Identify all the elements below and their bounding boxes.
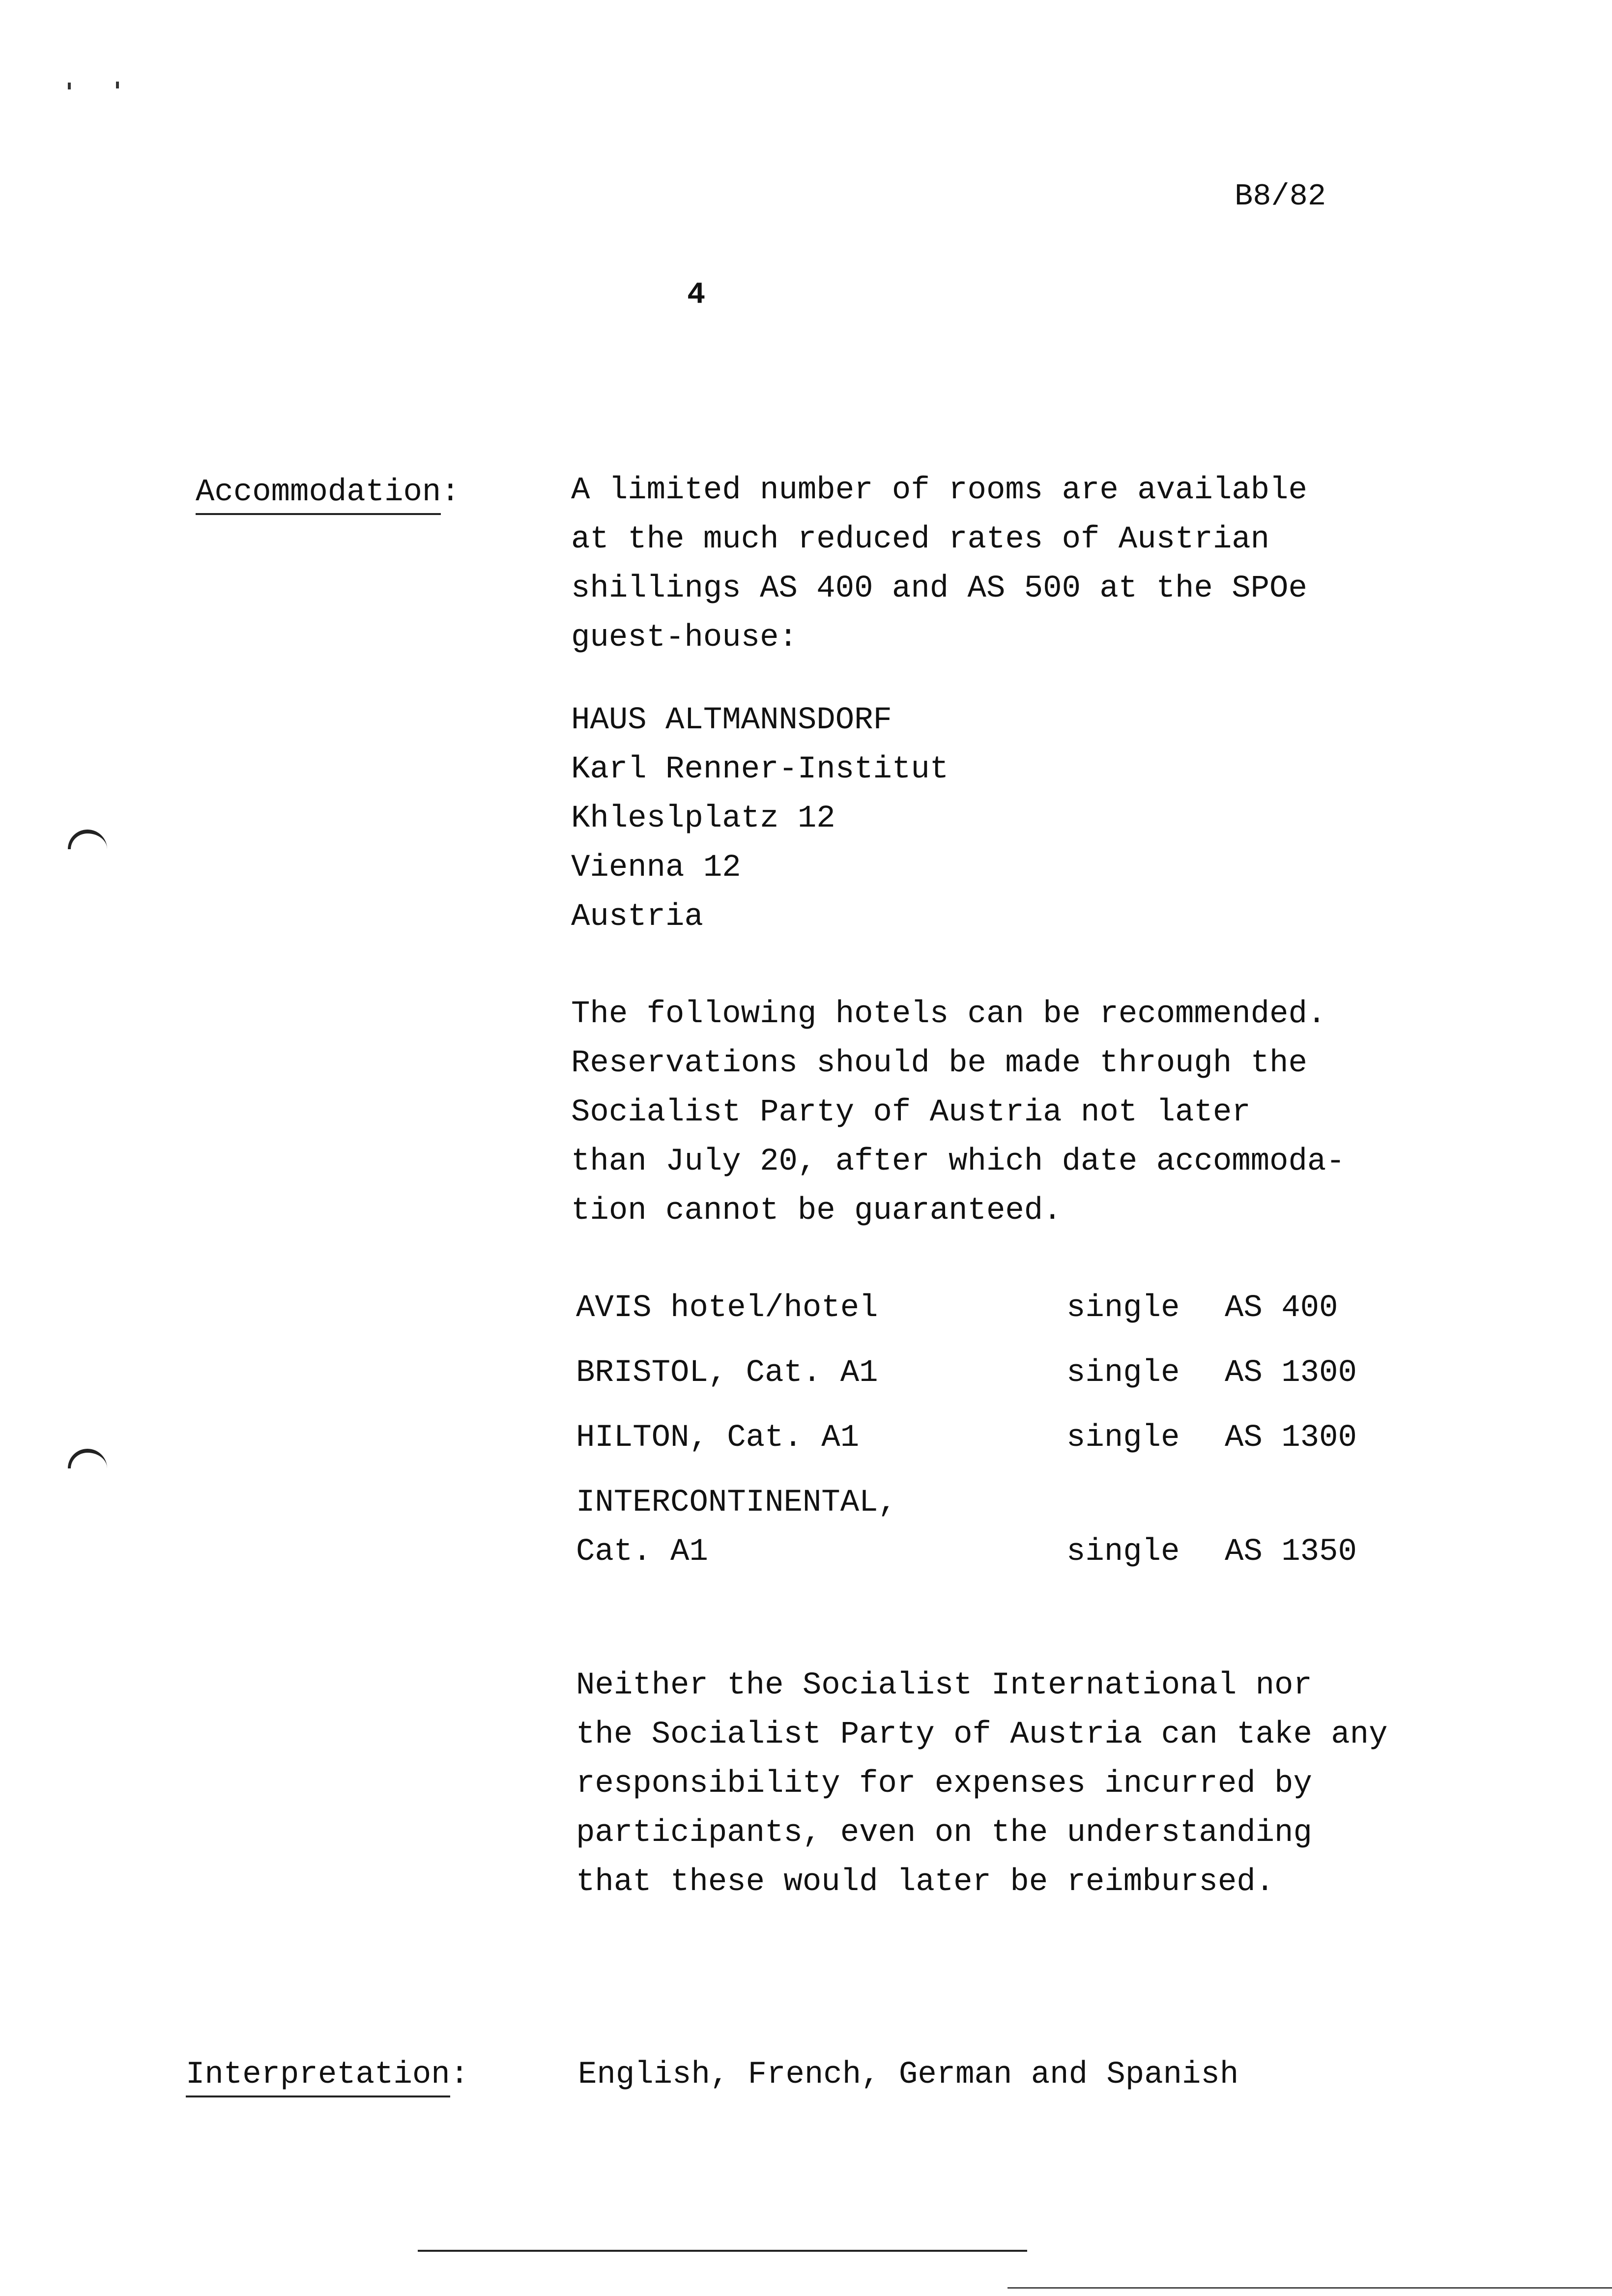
hotel-name: INTERCONTINENTAL, Cat. A1 xyxy=(576,1485,897,1570)
room-type: single xyxy=(1066,1420,1180,1456)
room-type: single xyxy=(1066,1534,1180,1570)
punch-hole-mark xyxy=(68,1449,107,1468)
page-edge-line xyxy=(1008,2287,1612,2289)
expenses-disclaimer: Neither the Socialist International nor the Socialist Party of Austria can take any responsibility for expenses incurred by participants, even on the understanding that these would later be reimbursed. xyxy=(576,1668,1388,1900)
accommodation-intro: A limited number of rooms are available at the much reduced rates of Austrian shillings AS 400 and AS 500 at the SPOe guest-house: xyxy=(571,473,1307,656)
guest-house-address: HAUS ALTMANNSDORF Karl Renner-Institut Khleslplatz 12 Vienna 12 Austria xyxy=(571,703,949,935)
scan-mark xyxy=(68,83,71,89)
hotel-name: AVIS hotel/hotel xyxy=(576,1291,878,1326)
room-price: AS 400 xyxy=(1225,1291,1338,1326)
accommodation-label xyxy=(196,468,460,517)
room-price: AS 1300 xyxy=(1225,1420,1357,1456)
room-type: single xyxy=(1066,1355,1180,1391)
room-price: AS 1350 xyxy=(1225,1534,1357,1570)
interpretation-label-colon: : xyxy=(450,2057,469,2093)
hotels-intro: The following hotels can be recommended. Reservations should be made through the Socialist Party of Austria not later than July 20, after which date accommoda- tion cannot be guaranteed. xyxy=(571,997,1345,1229)
punch-hole-mark xyxy=(68,830,107,849)
hotel-row xyxy=(576,1284,1411,1349)
scan-mark xyxy=(116,82,119,88)
footer-rule xyxy=(418,2250,1027,2252)
hotel-row xyxy=(576,1413,1411,1478)
hotel-name: HILTON, Cat. A1 xyxy=(576,1420,860,1456)
hotel-row xyxy=(576,1478,1411,1577)
hotel-row xyxy=(576,1349,1411,1413)
page-number: 4 xyxy=(687,277,706,312)
accommodation-label-colon: : xyxy=(441,475,460,510)
room-price: AS 1300 xyxy=(1225,1355,1357,1391)
interpretation-label-text: Interpretation xyxy=(186,2057,450,2097)
hotel-name: BRISTOL, Cat. A1 xyxy=(576,1355,878,1391)
interpretation-label xyxy=(186,2050,469,2099)
hotel-list xyxy=(576,1284,1411,1577)
room-type: single xyxy=(1066,1291,1180,1326)
document-reference: B8/82 xyxy=(1235,179,1326,214)
interpretation-languages: English, French, German and Spanish xyxy=(578,2057,1239,2093)
accommodation-label-text: Accommodation xyxy=(196,475,441,515)
